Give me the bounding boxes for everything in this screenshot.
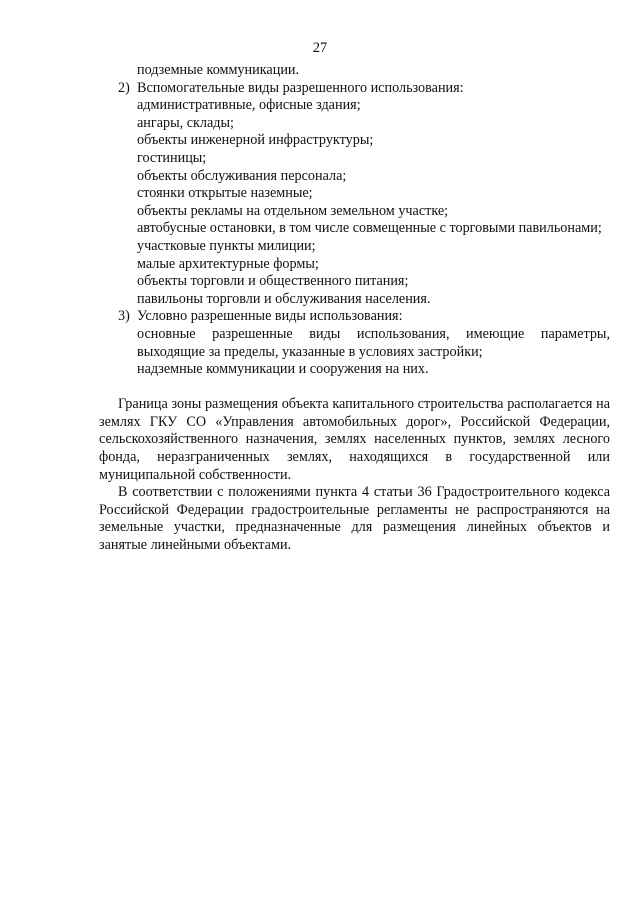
list-subitem: участковые пункты милиции; — [137, 237, 316, 254]
list-subitem: объекты инженерной инфраструктуры; — [137, 132, 374, 149]
list-subitem: малые архитектурные формы; — [137, 255, 319, 272]
list-subitem: надземные коммуникации и сооружения на них. — [137, 361, 429, 378]
list-item-3 — [118, 308, 610, 378]
list-subitem: павильоны торговли и обслуживания населения. — [137, 290, 431, 307]
intro-line: подземные коммуникации. — [137, 62, 300, 78]
list-number: 2) — [118, 79, 130, 96]
list-title: Условно разрешенные виды использования: — [137, 308, 403, 325]
page-number: 27 — [312, 40, 328, 56]
list-subitem: объекты торговли и общественного питания; — [137, 273, 409, 290]
list-title: Вспомогательные виды разрешенного использования: — [137, 79, 464, 96]
list-subitem: административные, офисные здания; — [137, 97, 361, 114]
list-item-2 — [118, 80, 610, 309]
paragraph-regulations — [99, 484, 610, 554]
list-subitem: объекты рекламы на отдельном земельном участке; — [137, 202, 449, 219]
list-subitem: объекты обслуживания персонала; — [137, 167, 347, 184]
list-number: 3) — [118, 308, 130, 325]
document-body — [99, 62, 610, 555]
paragraph-text: Граница зоны размещения объекта капитального строительства располагается на землях ГКУ СО «Управления автомобильных дорог», Российской Федерации, сельскохозяйственного назначения, землях населенных пунктов, землях лесного фонда, неразграниченных землях, находящихся в государственной или муниципальной собственности. — [99, 396, 610, 483]
list-subitem: основные разрешенные виды использования, имеющие параметры, выходящие за пределы, указанные в условиях застройки; — [137, 325, 610, 360]
list-subitem: автобусные остановки, в том числе совмещенные с торговыми павильонами; — [137, 220, 602, 237]
list-subitem: гостиницы; — [137, 149, 207, 166]
paragraph-text: В соответствии с положениями пункта 4 статьи 36 Градостроительного кодекса Российской Федерации градостроительные регламенты не распространяются на земельные участки, предназначенные для размещения линейных объектов и занятые линейными объектами. — [99, 484, 610, 554]
list-subitem: ангары, склады; — [137, 114, 234, 131]
paragraph-boundary — [99, 379, 610, 485]
list-subitem: стоянки открытые наземные; — [137, 185, 313, 202]
